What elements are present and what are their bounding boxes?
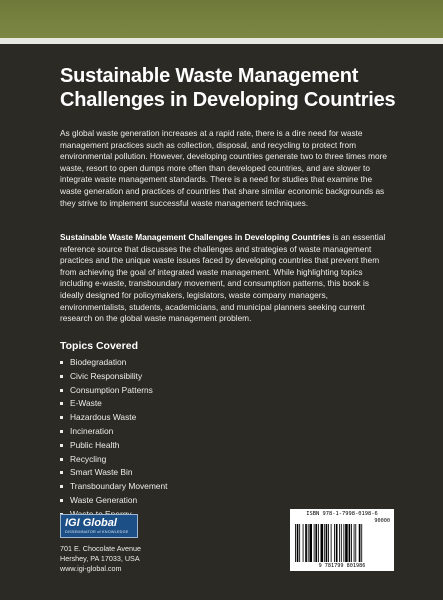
barcode-bar <box>354 524 355 562</box>
barcode-bar <box>339 524 340 562</box>
barcode-bar <box>324 524 325 562</box>
barcode-bar <box>303 524 304 562</box>
barcode-bar <box>359 524 361 562</box>
barcode-digits: 9 781799 801986 <box>318 563 366 569</box>
isbn-barcode <box>290 509 394 571</box>
bullet-icon <box>60 485 63 488</box>
barcode-bar <box>315 524 317 562</box>
bullet-icon <box>60 458 63 461</box>
barcode-bar <box>309 524 312 562</box>
bullet-icon <box>60 416 63 419</box>
topic-item <box>60 494 260 508</box>
topic-item <box>60 411 260 425</box>
top-stripe <box>0 38 443 44</box>
topic-item <box>60 453 260 467</box>
topic-label: Public Health <box>70 439 120 450</box>
publisher-logo-tagline: DISSEMINATOR of KNOWLEDGE <box>65 530 129 534</box>
bullet-icon <box>60 499 63 502</box>
topic-item <box>60 397 260 411</box>
barcode-bar <box>336 524 338 562</box>
book-title: Sustainable Waste Management Challenges in Developing Countries <box>60 65 396 111</box>
topic-label: Waste Generation <box>70 494 138 505</box>
topic-item <box>60 466 260 480</box>
bullet-icon <box>60 430 63 433</box>
topic-item <box>60 480 260 494</box>
topic-item <box>60 425 260 439</box>
barcode-bar <box>345 524 348 562</box>
topics-heading: Topics Covered <box>60 340 138 352</box>
bullet-icon <box>60 361 63 364</box>
isbn-label: ISBN 978-1-7998-0198-6 <box>306 511 378 517</box>
topic-label: E-Waste <box>70 398 102 409</box>
barcode-bar <box>305 524 307 562</box>
description-paragraph-1: As global waste generation increases at a rapid rate, there is a dire need for waste management practices such as collection, disposal, and recycling to protect from environmental pollution. However, developing countries generate two to three times more waste, resort to open dumps more often than developed countries, and are slower to integrate waste management standards. There is a need for studies that examine the waste generation and practices of countries that share similar economic backgrounds as they strive to implement successful waste management techniques. <box>60 128 387 208</box>
barcode-bar <box>331 524 332 562</box>
topics-list <box>60 356 260 522</box>
barcode-bar <box>349 524 351 562</box>
description-body: is an essential reference source that discusses the challenges and strategies of waste management practices and the unique waste issues faced by developing countries that prevent them from achieving the goal of integrated waste management. While highlighting topics including e-waste, transboundary movement, and consumption patterns, this book is ideally designed for policymakers, legislators, waste company managers, environmentalists, students, academicians, and municipal planners seeking current research on the global waste management problem. <box>60 232 386 324</box>
bullet-icon <box>60 389 63 392</box>
publisher-logo-text: IGI Global <box>65 517 117 529</box>
price-code: 90000 <box>374 518 390 524</box>
publisher-website: www.igi-global.com <box>60 564 122 573</box>
barcode-bar <box>334 524 335 562</box>
barcode-bar <box>343 524 344 562</box>
topic-item <box>60 370 260 384</box>
address-line-1: 701 E. Chocolate Avenue <box>60 544 141 553</box>
bullet-icon <box>60 444 63 447</box>
address-line-2: Hershey, PA 17033, USA <box>60 554 140 563</box>
topic-item <box>60 439 260 453</box>
barcode-bars <box>294 524 390 562</box>
description-paragraph-2 <box>60 232 390 325</box>
topic-label: Biodegradation <box>70 357 127 367</box>
publisher-logo <box>60 514 138 538</box>
barcode-bar <box>295 524 296 562</box>
bullet-icon <box>60 402 63 405</box>
publisher-address <box>60 544 141 574</box>
barcode-bar <box>328 524 329 562</box>
topic-label: Civic Responsibility <box>70 370 143 381</box>
barcode-bar <box>299 524 300 562</box>
bullet-icon <box>60 375 63 378</box>
barcode-bar <box>326 524 328 562</box>
topic-item <box>60 384 260 398</box>
topic-label: Smart Waste Bin <box>70 467 133 478</box>
barcode-bar <box>314 524 315 562</box>
barcode-bar <box>318 524 319 562</box>
barcode-bar <box>308 524 309 562</box>
barcode-bar <box>351 524 352 562</box>
barcode-bar <box>355 524 356 562</box>
bullet-icon <box>60 471 63 474</box>
top-color-band <box>0 0 443 38</box>
topic-item <box>60 356 260 370</box>
barcode-bar <box>321 524 324 562</box>
topic-label: Hazardous Waste <box>70 412 137 423</box>
barcode-bar <box>297 524 299 562</box>
topic-label: Incineration <box>70 425 114 436</box>
topic-label: Recycling <box>70 453 107 464</box>
description-book-title: Sustainable Waste Management Challenges in Developing Countries <box>60 232 331 242</box>
topic-label: Transboundary Movement <box>70 481 168 492</box>
barcode-bar <box>361 524 362 562</box>
topic-label: Consumption Patterns <box>70 384 153 395</box>
barcode-bar <box>341 524 342 562</box>
